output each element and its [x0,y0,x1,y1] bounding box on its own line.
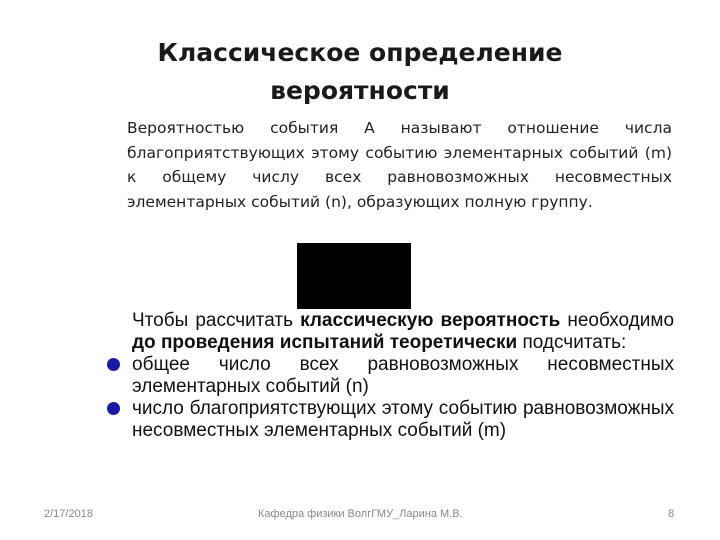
redaction-box [297,243,411,309]
slide-title [100,34,620,110]
title-line-1: Классическое определение [157,38,563,67]
intro-text-1: Чтобы рассчитать [132,310,301,331]
bullet-text: число благоприятствующих этому событию равновозможных несовместных элементарных событий (m) [132,398,674,441]
intro-bold-1: классическую вероятность [300,310,561,331]
main-content [132,310,674,442]
bullet-item [132,398,674,442]
footer-center-text: Кафедра физики ВолгГМУ_Ларина М.В. [258,508,463,520]
intro-text-3: подсчитать: [517,332,627,353]
definition-paragraph: Вероятностью события А называют отношение числа благоприятствующих этому событию элементарных событий (m) к общему числу всех равновозможных несовместных элементарных событий (n), образующих полную группу. [127,119,672,211]
bullet-dot-icon [107,402,120,415]
intro-bold-2: до проведения испытаний теоретически [132,332,518,353]
bullet-item [132,354,674,398]
bullet-dot-icon [107,358,120,371]
page-number: 8 [668,508,675,520]
title-line-2: вероятности [270,76,450,105]
intro-paragraph [132,310,674,354]
footer-date: 2/17/2018 [44,508,93,520]
bullet-text: общее число всех равновозможных несовместных элементарных событий (n) [132,354,674,397]
intro-text-2: необходимо [560,310,675,331]
